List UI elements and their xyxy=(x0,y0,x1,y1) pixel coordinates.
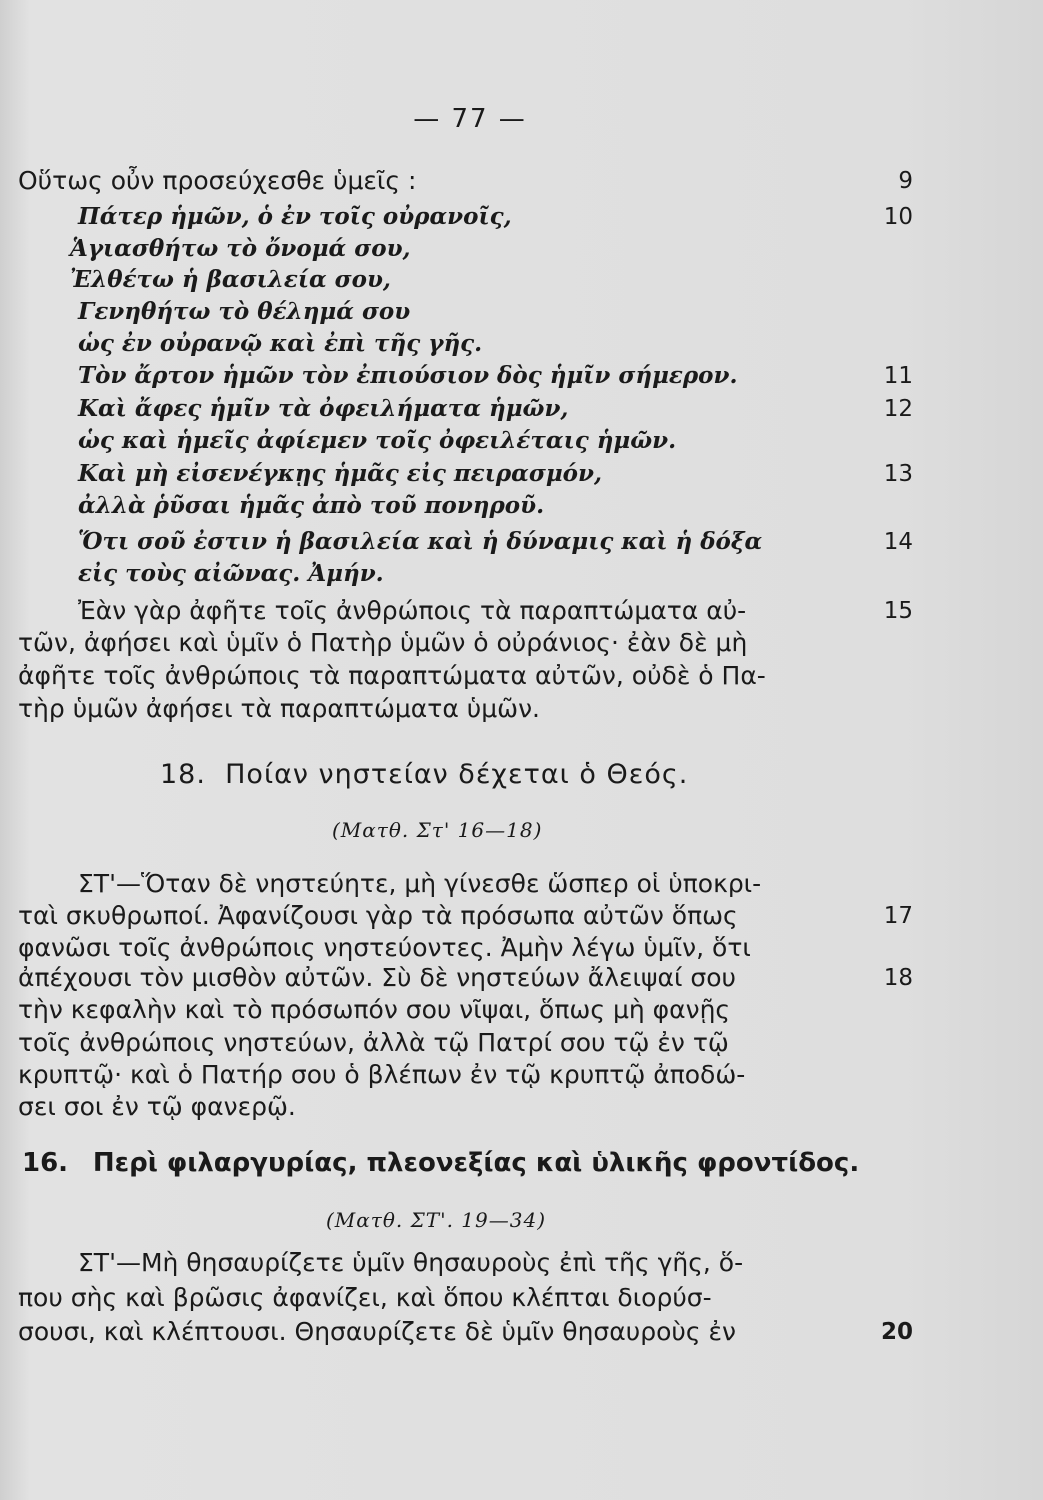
verse-number: 13 xyxy=(883,461,913,487)
paragraph-line: που σὴς καὶ βρῶσις ἀφανίζει, καὶ ὅπου κλέπται διορύσ- xyxy=(18,1283,712,1312)
verse-number: 10 xyxy=(883,204,913,230)
prayer-line: Πάτερ ἡμῶν, ὁ ἐν τοῖς οὐρανοῖς, xyxy=(78,203,512,230)
paragraph-line: τὴν κεφαλὴν καὶ τὸ πρόσωπόν σου νῖψαι, ὅπως μὴ φανῇς xyxy=(18,995,731,1024)
paragraph-line: σει σοι ἐν τῷ φανερῷ. xyxy=(18,1092,296,1121)
section-title: Περὶ φιλαργυρίας, πλεονεξίας καὶ ὑλικῆς φροντίδος. xyxy=(92,1148,860,1178)
section-title: Ποίαν νηστείαν δέχεται ὁ Θεός. xyxy=(225,759,689,790)
verse-number: 12 xyxy=(883,396,913,422)
section-number: 16. xyxy=(22,1148,69,1178)
prayer-line: ἀλλὰ ῥῦσαι ἡμᾶς ἀπὸ τοῦ πονηροῦ. xyxy=(78,492,545,519)
paragraph-line: ΣΤ'—Μὴ θησαυρίζετε ὑμῖν θησαυροὺς ἐπὶ τῆς γῆς, ὅ- xyxy=(78,1248,744,1277)
prayer-line: Γενηθήτω τὸ θέλημά σου xyxy=(78,298,411,325)
verse-number: 14 xyxy=(883,529,913,555)
page-number: — 77 — xyxy=(413,104,527,134)
prayer-line: Τὸν ἄρτον ἡμῶν τὸν ἐπιούσιον δὸς ἡμῖν σήμερον. xyxy=(78,362,738,389)
paragraph-line: τῶν, ἀφήσει καὶ ὑμῖν ὁ Πατὴρ ὑμῶν ὁ οὐράνιος· ἐὰν δὲ μὴ xyxy=(18,628,748,657)
paragraph-line: τὴρ ὑμῶν ἀφήσει τὰ παραπτώματα ὑμῶν. xyxy=(18,694,540,723)
paragraph-line: ἀπέχουσι τὸν μισθὸν αὐτῶν. Σὺ δὲ νηστεύων ἄλειψαί σου xyxy=(18,963,736,992)
prayer-line: Καὶ ἄφες ἡμῖν τὰ ὀφειλήματα ἡμῶν, xyxy=(78,395,569,422)
section-heading xyxy=(160,758,688,792)
verse-number: 18 xyxy=(883,965,913,991)
prayer-line: Ἐλθέτω ἡ βασιλεία σου, xyxy=(70,266,391,293)
paragraph-line: τοῖς ἀνθρώποις νηστεύων, ἀλλὰ τῷ Πατρί σου τῷ ἐν τῷ xyxy=(18,1028,729,1057)
verse-number: 20 xyxy=(880,1319,913,1345)
prayer-line: Ὅτι σοῦ ἐστιν ἡ βασιλεία καὶ ἡ δύναμις καὶ ἡ δόξα xyxy=(78,528,763,555)
paragraph-line: κρυπτῷ· καὶ ὁ Πατήρ σου ὁ βλέπων ἐν τῷ κρυπτῷ ἀποδώ- xyxy=(18,1060,746,1089)
section-number: 18. xyxy=(160,759,206,790)
paragraph-line: Ἐὰν γὰρ ἀφῆτε τοῖς ἀνθρώποις τὰ παραπτώματα αὐ- xyxy=(78,596,747,625)
paragraph-line: φανῶσι τοῖς ἀνθρώποις νηστεύοντες. Ἀμὴν λέγω ὑμῖν, ὅτι xyxy=(18,933,751,962)
verse-number: 15 xyxy=(883,598,913,624)
prayer-line: Ἁγιασθήτω τὸ ὄνομά σου, xyxy=(70,235,411,262)
paragraph-line: ἀφῆτε τοῖς ἀνθρώποις τὰ παραπτώματα αὐτῶν, οὐδὲ ὁ Πα- xyxy=(18,661,766,690)
verse-number: 9 xyxy=(898,168,913,194)
prayer-line: Καὶ μὴ εἰσενέγκῃς ἡμᾶς εἰς πειρασμόν, xyxy=(78,460,602,487)
paragraph-line: ταὶ σκυθρωποί. Ἀφανίζουσι γὰρ τὰ πρόσωπα αὐτῶν ὅπως xyxy=(18,901,738,930)
verse-number: 17 xyxy=(883,903,913,929)
section-reference: (Ματθ. ΣΤ'. 19—34) xyxy=(326,1208,547,1232)
paragraph-line: σουσι, καὶ κλέπτουσι. Θησαυρίζετε δὲ ὑμῖν θησαυροὺς ἐν xyxy=(18,1317,736,1346)
prayer-line: ὡς καὶ ἡμεῖς ἀφίεμεν τοῖς ὀφειλέταις ἡμῶν. xyxy=(78,427,677,454)
paragraph-line: ΣΤ'—Ὅταν δὲ νηστεύητε, μὴ γίνεσθε ὥσπερ οἱ ὑποκρι- xyxy=(78,869,762,898)
prayer-line: εἰς τοὺς αἰῶνας. Ἀμήν. xyxy=(78,560,384,587)
prayer-line: ὡς ἐν οὐρανῷ καὶ ἐπὶ τῆς γῆς. xyxy=(78,330,483,357)
prayer-intro: Οὕτως οὖν προσεύχεσθε ὑμεῖς : xyxy=(18,166,417,195)
verse-number: 11 xyxy=(883,363,913,389)
section-heading xyxy=(22,1146,859,1180)
section-reference: (Ματθ. Στ' 16—18) xyxy=(332,818,543,842)
